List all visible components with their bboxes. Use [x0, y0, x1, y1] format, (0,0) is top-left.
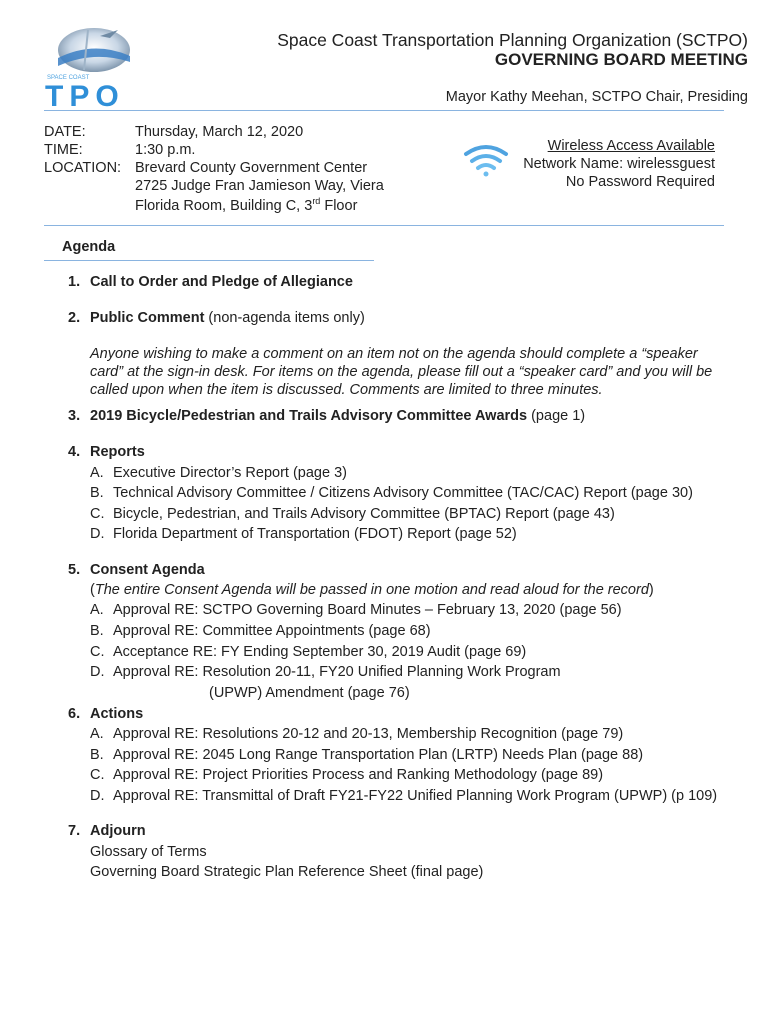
location-label: LOCATION: [44, 160, 122, 176]
logo-tagline: SPACE COAST [47, 75, 90, 81]
meeting-title: GOVERNING BOARD MEETING [494, 50, 748, 69]
agenda-item-5: 5. Consent Agenda [68, 562, 205, 578]
wifi-icon [462, 142, 510, 178]
agenda-item-7: 7. Adjourn [68, 823, 146, 839]
agenda-divider [44, 260, 374, 261]
logo-letters: TPO [45, 80, 125, 108]
time-label: TIME: [44, 142, 83, 158]
report-item-a: A. Executive Director’s Report (page 3) [90, 465, 347, 481]
consent-agenda-note: (The entire Consent Agenda will be passed in one motion and read aloud for the record) [90, 582, 654, 598]
public-comment-note: Anyone wishing to make a comment on an item not on the agenda should complete a “speaker card” at the sign-in desk. For items on the agenda, please fill out a “speaker card” and you will be called upon when the item is discussed. Comments are limited to three minutes. [90, 346, 713, 398]
tpo-logo [44, 26, 139, 108]
agenda-item-2: 2. Public Comment (non-agenda items only) [68, 310, 365, 326]
header-divider [44, 110, 724, 111]
report-item-c: C. Bicycle, Pedestrian, and Trails Advisory Committee (BPTAC) Report (page 43) [90, 506, 615, 522]
location-line-2: 2725 Judge Fran Jamieson Way, Viera [135, 178, 384, 194]
wifi-network: Network Name: wirelessguest [523, 156, 715, 172]
details-divider [44, 225, 724, 226]
wifi-password: No Password Required [565, 174, 715, 190]
strategic-plan-line: Governing Board Strategic Plan Reference Sheet (final page) [90, 864, 484, 880]
glossary-line: Glossary of Terms [90, 844, 207, 860]
consent-item-a: A. Approval RE: SCTPO Governing Board Minutes – February 13, 2020 (page 56) [90, 602, 622, 618]
meeting-time: 1:30 p.m. [135, 142, 196, 158]
wifi-title: Wireless Access Available [547, 138, 715, 154]
action-item-b: B. Approval RE: 2045 Long Range Transportation Plan (LRTP) Needs Plan (page 88) [90, 747, 644, 763]
presiding-chair: Mayor Kathy Meehan, SCTPO Chair, Presiding [445, 89, 748, 105]
date-label: DATE: [44, 124, 86, 140]
action-item-a: A. Approval RE: Resolutions 20-12 and 20-13, Membership Recognition (page 79) [90, 726, 624, 742]
location-line-1: Brevard County Government Center [135, 160, 368, 176]
action-item-d: D. Approval RE: Transmittal of Draft FY21-FY22 Unified Planning Work Program (UPWP) (p 109) [90, 788, 718, 804]
consent-item-d: D. Approval RE: Resolution 20-11, FY20 Unified Planning Work Program [90, 664, 561, 680]
organization-name: Space Coast Transportation Planning Organization (SCTPO) [277, 30, 748, 50]
location-line-3: Florida Room, Building C, 3rd Floor [135, 196, 358, 214]
agenda-item-1: 1. Call to Order and Pledge of Allegiance [68, 274, 353, 290]
report-item-b: B. Technical Advisory Committee / Citizens Advisory Committee (TAC/CAC) Report (page 30) [90, 485, 693, 501]
report-item-d: D. Florida Department of Transportation (FDOT) Report (page 52) [90, 526, 517, 542]
agenda-item-6: 6. Actions [68, 706, 144, 722]
consent-item-c: C. Acceptance RE: FY Ending September 30, 2019 Audit (page 69) [90, 644, 527, 660]
agenda-heading: Agenda [62, 239, 116, 255]
agenda-item-3: 3. 2019 Bicycle/Pedestrian and Trails Advisory Committee Awards (page 1) [68, 408, 586, 424]
action-item-c: C. Approval RE: Project Priorities Process and Ranking Methodology (page 89) [90, 767, 604, 783]
meeting-date: Thursday, March 12, 2020 [135, 124, 304, 140]
consent-item-b: B. Approval RE: Committee Appointments (page 68) [90, 623, 431, 639]
agenda-item-4: 4. Reports [68, 444, 145, 460]
consent-item-d-continued: (UPWP) Amendment (page 76) [209, 685, 410, 701]
